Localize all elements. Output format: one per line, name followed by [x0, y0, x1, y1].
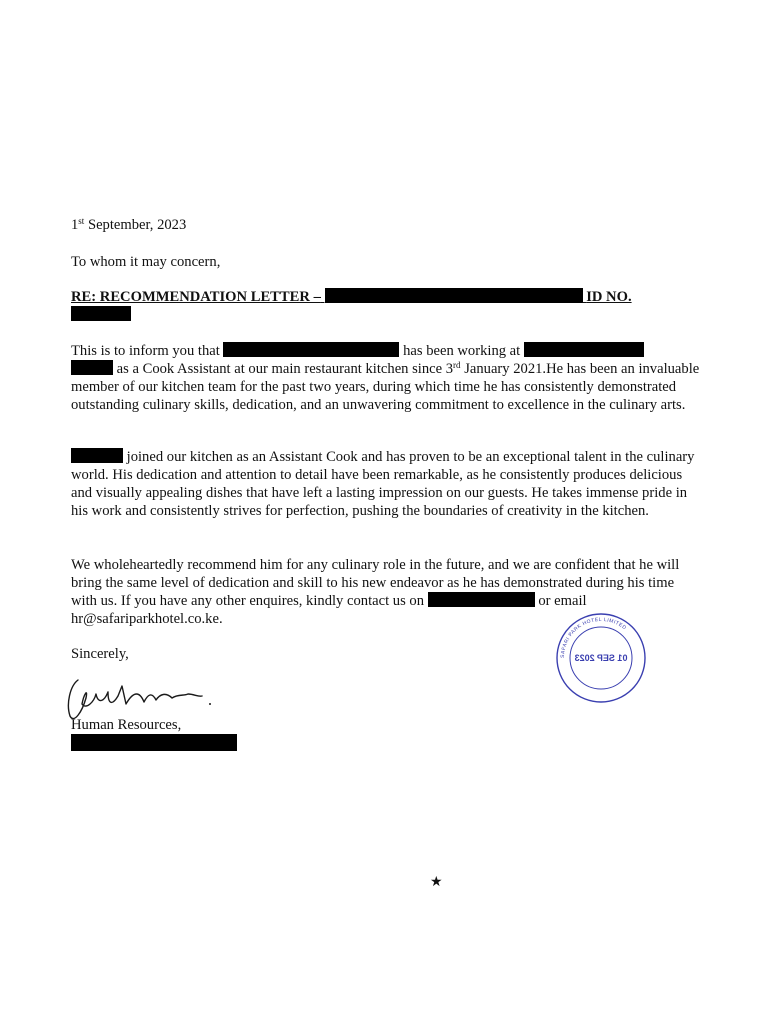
redacted-name [325, 288, 583, 303]
redacted-employee-name [223, 342, 399, 357]
footer-star-icon: ★ [430, 875, 443, 890]
signature [64, 664, 214, 722]
date-stamp [555, 612, 647, 704]
paragraph-3: We wholeheartedly recommend him for any culinary role in the future, and we are confident that he will bring the same level of dedication and skill to his new endeavor as he has demonstrated during his time with us. If you have any other enquires, kindly contact us on or email hr@safariparkhotel.co.ke. [71, 557, 680, 627]
redacted-signer-name [71, 734, 237, 751]
redacted-id-number [71, 306, 131, 321]
stamp-date-text: 01 SEP 2023 [574, 653, 628, 663]
salutation: To whom it may concern, [71, 254, 221, 270]
redacted-first-name [71, 448, 123, 463]
signer-block: Human Resources, [71, 716, 703, 754]
redacted-employer [524, 342, 644, 357]
stamp-ring-text: SAFARI PARK HOTEL LIMITED [559, 616, 628, 659]
redacted-employer-cont [71, 360, 113, 375]
svg-text:SAFARI PARK HOTEL LIMITED [560, 617, 627, 658]
closing: Sincerely, [71, 646, 129, 662]
paragraph-1: This is to inform you that has been working at as a Cook Assistant at our main restaurant kitchen since 3rd January 2021.He has been an invaluable member of our kitchen team for the past two years, during which time he has consistently demonstrated outstanding culinary skills, dedication, and an unwavering commitment to excellence in the culinary arts. [71, 343, 700, 413]
redacted-phone [428, 592, 535, 607]
paragraph-2: joined our kitchen as an Assistant Cook and has proven to be an exceptional talent in the culinary world. His dedication and attention to detail have been remarkable, as he consistently produces delicious and visually appealing dishes that have left a lasting impression on our guests. He takes immense pride in his work and consistently strives for perfection, pushing the boundaries of creativity in the kitchen. [71, 449, 695, 519]
subject-line: RE: RECOMMENDATION LETTER – ID NO. [71, 288, 703, 324]
letter-date: 1st September, 2023 [71, 216, 187, 233]
